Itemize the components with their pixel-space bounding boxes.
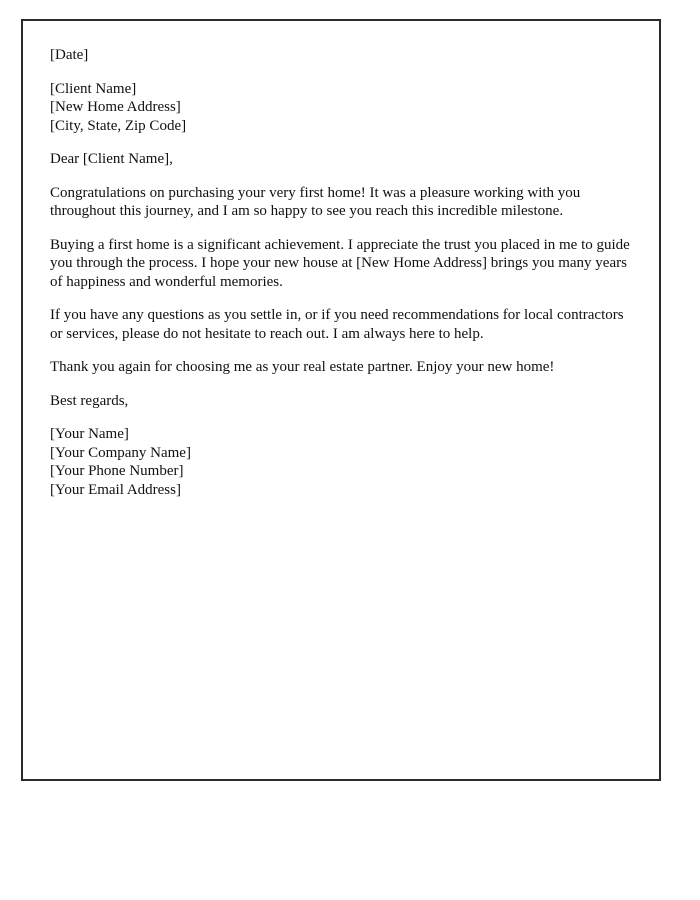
signature-company: [Your Company Name] (50, 444, 191, 461)
body-paragraph-achievement: Buying a first home is a significant achievement. I appreciate the trust you placed in me to guide you through the process. I hope your new house at [New Home Address] brings you many years of happiness and wonderful memories. (50, 236, 630, 290)
recipient-block (50, 80, 639, 136)
signature-email: [Your Email Address] (50, 481, 181, 498)
recipient-name: [Client Name] (50, 80, 137, 97)
signature-name: [Your Name] (50, 426, 129, 442)
salutation: Dear [Client Name], (50, 151, 173, 167)
recipient-address: [New Home Address] (50, 99, 181, 115)
date-placeholder: [Date] (50, 47, 89, 63)
body-paragraph-congratulations: Congratulations on purchasing your very first home! It was a pleasure working with you throughout this journey, and I am so happy to see you reach this incredible milestone. (50, 184, 581, 219)
body-paragraph-thanks: Thank you again for choosing me as your real estate partner. Enjoy your new home! (50, 359, 555, 375)
signature-block (50, 425, 639, 499)
recipient-city-state-zip: [City, State, Zip Code] (50, 117, 187, 134)
closing: Best regards, (50, 392, 129, 409)
letter-document (21, 19, 661, 781)
signature-phone: [Your Phone Number] (50, 463, 184, 479)
body-paragraph-questions: If you have any questions as you settle in, or if you need recommendations for local contractors or services, please do not hesitate to reach out. I am always here to help. (50, 307, 624, 342)
